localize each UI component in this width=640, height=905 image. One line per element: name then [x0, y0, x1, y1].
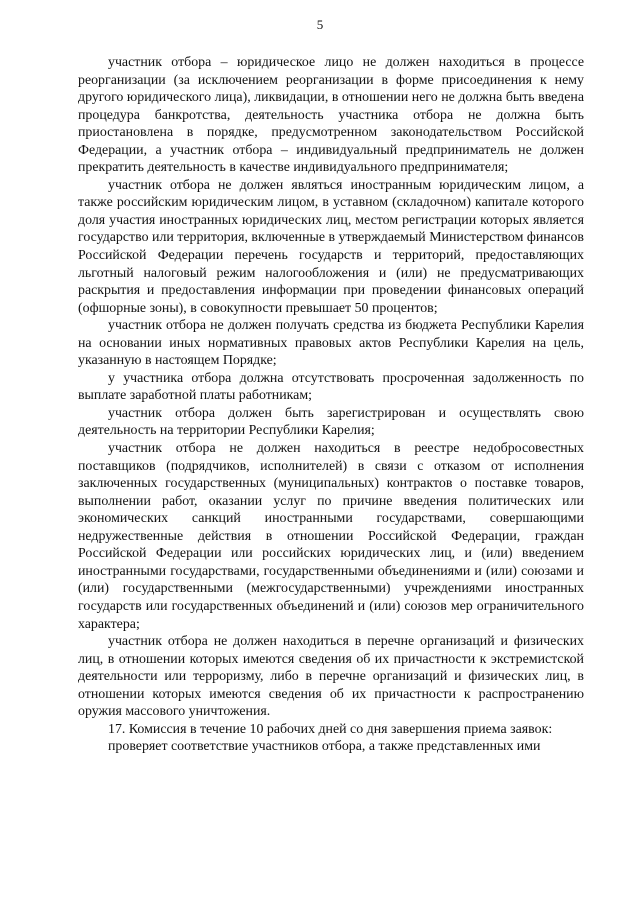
- paragraph-unfair-suppliers-requirement: участник отбора не должен находиться в реестре недобросовестных поставщиков (подрядчиков, исполнителей) в связи с отказом от исполнения заключенных государственных (муниципальных) контрактов о поставке товаров, выполнении работ, оказании услуг по причине введения политических или экономических санкций иностранными государствами, совершающими недружественные действия в отношении Российской Федерации, граждан Российской Федерации или российских юридических лиц, и (или) введением иностранными государствами, государственными объединениями и (или) союзами и (или) государственными (межгосударственными) учреждениями иностранных государств или государственных объединений и (или) союзов мер ограничительного характера;: [78, 441, 584, 632]
- paragraph-extremism-list-requirement: участник отбора не должен находиться в перечне организаций и физических лиц, в отношении которых имеются сведения об их причастности к экстремистской деятельности или терроризму, либо в перечне организаций и физических лиц, в отношении которых имеются сведения об их причастности к распространению оружия массового уничтожения.: [78, 634, 584, 720]
- paragraph-registration-requirement: участник отбора должен быть зарегистрирован и осуществлять свою деятельность на территории Республики Карелия;: [78, 405, 584, 439]
- document-body: [78, 54, 584, 756]
- paragraph-wage-arrears-requirement: у участника отбора должна отсутствовать просроченная задолженность по выплате заработной платы работникам;: [78, 370, 584, 404]
- paragraph-budget-funds-requirement: участник отбора не должен получать средства из бюджета Республики Карелия на основании иных нормативных правовых актов Республики Карелия на цель, указанную в настоящем Порядке;: [78, 318, 584, 369]
- page-number: 5: [316, 17, 324, 32]
- paragraph-foreign-entity-requirement: участник отбора не должен являться иностранным юридическим лицом, а также российским юридическим лицом, в уставном (складочном) капитале которого доля участия иностранных юридических лиц, местом регистрации которых является государство или территория, включенные в утверждаемый Министерством финансов Российской Федерации перечень государств и территорий, предоставляющих льготный налоговый режим налогообложения и (или) не предусматривающих раскрытия и предоставления информации при проведении финансовых операций (офшорные зоны), в совокупности превышает 50 процентов;: [78, 177, 584, 316]
- paragraph-reorganization-requirement: участник отбора – юридическое лицо не должен находиться в процессе реорганизации (за исключением реорганизации в форме присоединения к нему другого юридического лица), ликвидации, в отношении него не должна быть введена процедура банкротства, деятельность участника отбора не должна быть приостановлена в порядке, предусмотренном законодательством Российской Федерации, а участник отбора – индивидуальный предприниматель не должен прекратить деятельность в качестве индивидуального предпринимателя;: [78, 55, 584, 176]
- paragraph-commission-review: 17. Комиссия в течение 10 рабочих дней со дня завершения приема заявок:: [108, 721, 553, 737]
- paragraph-compliance-check: проверяет соответствие участников отбора, а также представленных ими: [108, 739, 541, 755]
